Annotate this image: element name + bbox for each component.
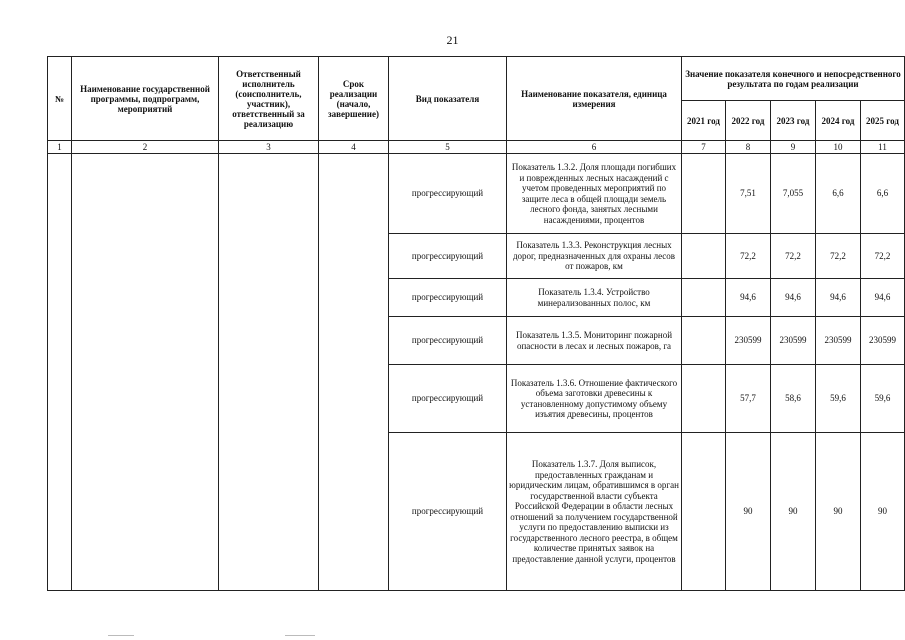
value-2022: 230599 [726, 317, 771, 365]
indicator-name: Показатель 1.3.2. Доля площади погибших и поврежденных лесных насаждений с учетом проведенных мероприятий по защите леса в общей площади земель лесного фонда, занятых лесными насаждениями, процентов [507, 154, 682, 234]
value-2022: 90 [726, 433, 771, 591]
header-col-responsible: Ответственный исполнитель (соисполнитель, участник), ответственный за реализацию [219, 57, 319, 141]
indicator-name: Показатель 1.3.6. Отношение фактического объема заготовки древесины к установленному допустимому объему изъятия древесины, процентов [507, 365, 682, 433]
value-2025: 72,2 [861, 234, 905, 279]
value-2022: 94,6 [726, 279, 771, 317]
indicator-name: Показатель 1.3.7. Доля выписок, предоставленных гражданам и юридическим лицам, обратившимся в орган государственной власти субъекта Российской Федерации в области лесных отношений за получением государственной услуги по предоставлению выписки из государственного лесного реестра, в общем количестве принятых заявок на предоставление данной услуги, процентов [507, 433, 682, 591]
column-number: 1 [48, 141, 72, 154]
value-2023: 58,6 [771, 365, 816, 433]
value-2024: 59,6 [816, 365, 861, 433]
indicator-kind: прогрессирующий [389, 279, 507, 317]
column-number-row [48, 141, 905, 154]
column-number: 6 [507, 141, 682, 154]
value-2021 [682, 154, 726, 234]
table-row [48, 154, 905, 234]
column-number: 4 [319, 141, 389, 154]
program-name-cell [72, 154, 219, 591]
header-col-number: № [48, 57, 72, 141]
header-year-2022: 2022 год [726, 101, 771, 141]
value-2021 [682, 279, 726, 317]
column-number: 9 [771, 141, 816, 154]
responsible-cell [219, 154, 319, 591]
indicator-kind: прогрессирующий [389, 433, 507, 591]
value-2022: 72,2 [726, 234, 771, 279]
value-2021 [682, 234, 726, 279]
value-2021 [682, 365, 726, 433]
column-number: 5 [389, 141, 507, 154]
value-2025: 230599 [861, 317, 905, 365]
indicator-name: Показатель 1.3.4. Устройство минерализованных полос, км [507, 279, 682, 317]
value-2024: 72,2 [816, 234, 861, 279]
column-number: 3 [219, 141, 319, 154]
value-2023: 7,055 [771, 154, 816, 234]
column-number: 8 [726, 141, 771, 154]
column-number: 11 [861, 141, 905, 154]
column-number: 10 [816, 141, 861, 154]
term-cell [319, 154, 389, 591]
header-col-indicator: Наименование показателя, единица измерения [507, 57, 682, 141]
indicator-kind: прогрессирующий [389, 365, 507, 433]
value-2024: 90 [816, 433, 861, 591]
value-2024: 94,6 [816, 279, 861, 317]
value-2025: 94,6 [861, 279, 905, 317]
value-2021 [682, 317, 726, 365]
header-col-term: Срок реализации (начало, завершение) [319, 57, 389, 141]
header-col-kind: Вид показателя [389, 57, 507, 141]
header-values-group: Значение показателя конечного и непосредственного результата по годам реализации [682, 57, 905, 101]
value-2023: 72,2 [771, 234, 816, 279]
value-2024: 6,6 [816, 154, 861, 234]
header-year-2021: 2021 год [682, 101, 726, 141]
indicator-kind: прогрессирующий [389, 234, 507, 279]
header-year-2024: 2024 год [816, 101, 861, 141]
value-2025: 90 [861, 433, 905, 591]
column-number: 2 [72, 141, 219, 154]
header-year-2025: 2025 год [861, 101, 905, 141]
value-2021 [682, 433, 726, 591]
indicator-kind: прогрессирующий [389, 317, 507, 365]
program-indicators-table [47, 56, 905, 591]
indicator-name: Показатель 1.3.5. Мониторинг пожарной опасности в лесах и лесных пожаров, га [507, 317, 682, 365]
value-2025: 6,6 [861, 154, 905, 234]
scan-artifact-line [108, 635, 134, 636]
value-2025: 59,6 [861, 365, 905, 433]
indicator-kind: прогрессирующий [389, 154, 507, 234]
value-2023: 230599 [771, 317, 816, 365]
row-number-cell [48, 154, 72, 591]
value-2022: 57,7 [726, 365, 771, 433]
scan-artifact-line [285, 635, 315, 636]
header-col-name: Наименование государственной программы, подпрограмм, мероприятий [72, 57, 219, 141]
indicator-name: Показатель 1.3.3. Реконструкция лесных дорог, предназначенных для охраны лесов от пожаров, км [507, 234, 682, 279]
value-2022: 7,51 [726, 154, 771, 234]
value-2023: 90 [771, 433, 816, 591]
value-2024: 230599 [816, 317, 861, 365]
value-2023: 94,6 [771, 279, 816, 317]
column-number: 7 [682, 141, 726, 154]
page-number: 21 [446, 33, 459, 47]
header-year-2023: 2023 год [771, 101, 816, 141]
